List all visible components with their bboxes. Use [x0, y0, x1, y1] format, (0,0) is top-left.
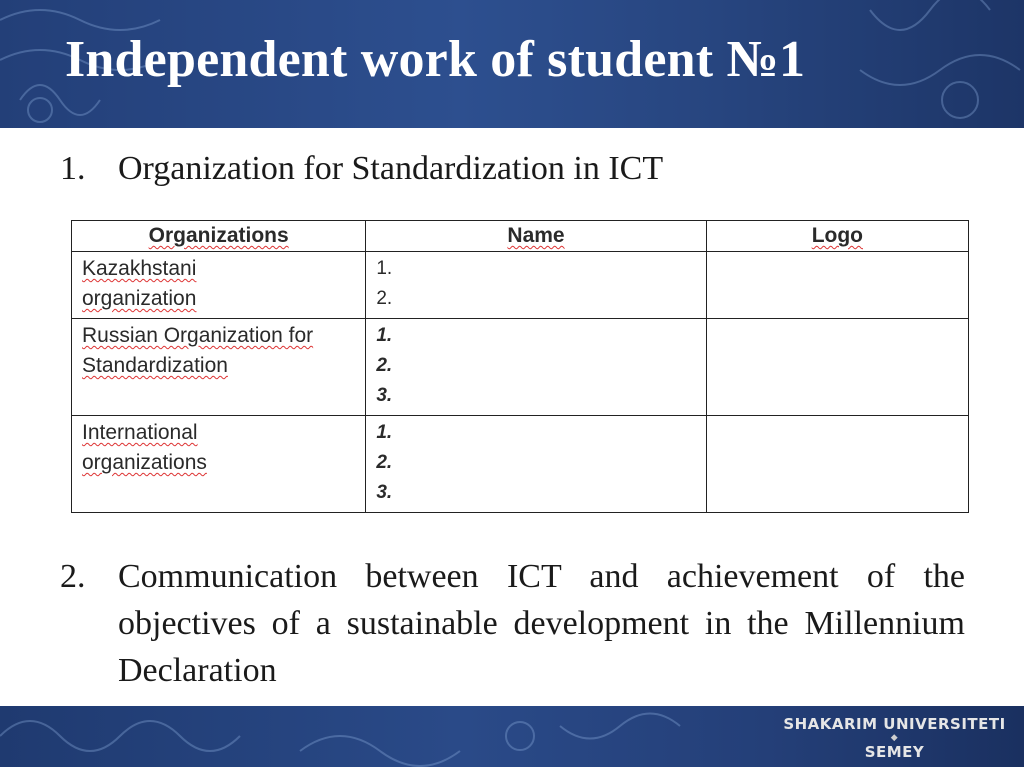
organization-cell: Kazakhstani organization	[72, 252, 366, 319]
organization-cell: International organizations	[72, 416, 366, 513]
organization-cell: Russian Organization for Standardization	[72, 319, 366, 416]
table-row	[72, 319, 969, 416]
university-logo-text	[777, 714, 1012, 762]
logo-cell	[706, 252, 968, 319]
name-cell	[366, 416, 706, 513]
name-entry: 2.	[376, 452, 393, 473]
university-name: SHAKARIM UNIVERSITETI	[783, 715, 1006, 733]
column-header-organizations: Organizations	[72, 221, 366, 252]
page-title: Independent work of student №1	[65, 31, 806, 88]
column-header-name: Name	[366, 221, 706, 252]
header-banner	[0, 0, 1024, 128]
name-entry: 1.	[376, 422, 393, 443]
name-entry: 1.	[376, 258, 393, 279]
list-item-number: 1.	[60, 150, 86, 187]
name-cell	[366, 319, 706, 416]
organizations-table	[71, 220, 969, 513]
name-entry: 2.	[376, 288, 393, 309]
table-row	[72, 416, 969, 513]
name-entry: 3.	[376, 482, 393, 503]
diamond-icon: ◆	[890, 733, 899, 743]
table-header-row	[72, 221, 969, 252]
footer-banner	[0, 706, 1024, 767]
list-item-1	[60, 150, 663, 188]
column-header-logo: Logo	[706, 221, 968, 252]
logo-cell	[706, 416, 968, 513]
list-item-number: 2.	[60, 558, 86, 595]
name-cell	[366, 252, 706, 319]
name-entry: 3.	[376, 385, 393, 406]
list-item-text: Organization for Standardization in ICT	[118, 150, 664, 187]
list-item-text: Communication between ICT and achievement of the objectives of a sustainable development in the Millennium Declaration	[118, 558, 965, 689]
name-entry: 2.	[376, 355, 393, 376]
name-entry: 1.	[376, 325, 393, 346]
table-row	[72, 252, 969, 319]
logo-cell	[706, 319, 968, 416]
university-city: SEMEY	[864, 743, 925, 761]
list-item-2	[60, 553, 965, 694]
